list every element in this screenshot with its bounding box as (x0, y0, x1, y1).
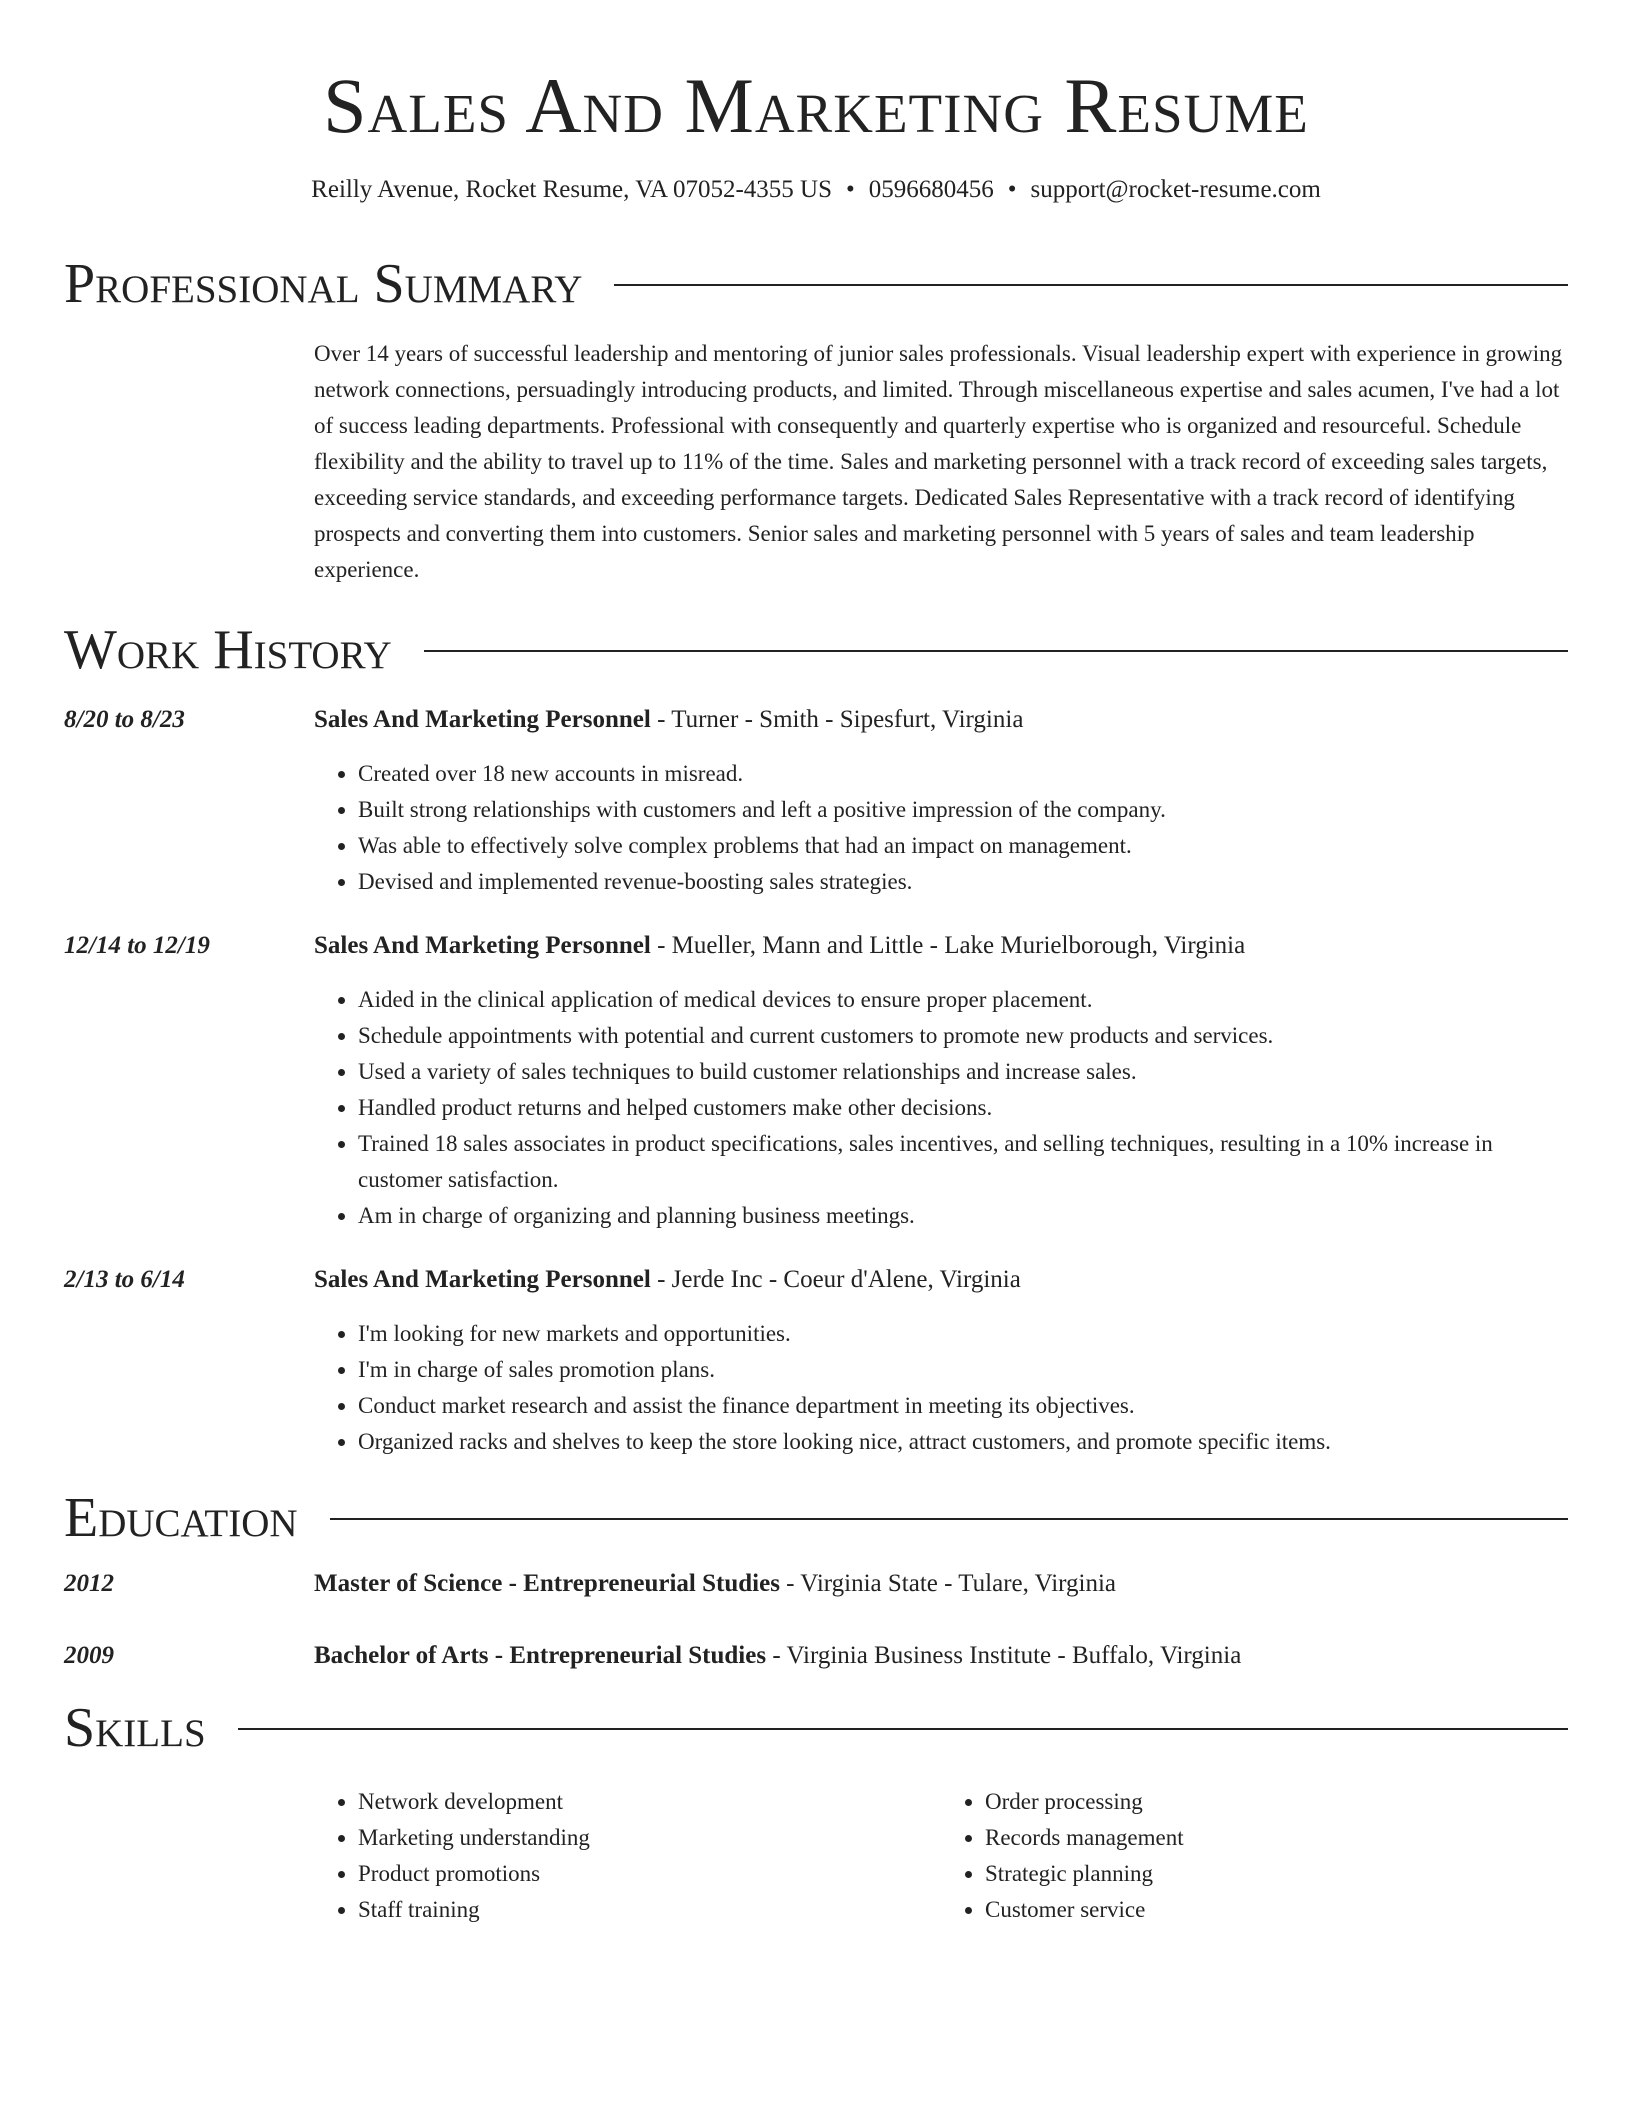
education-year: 2009 (64, 1642, 114, 1669)
list-item: • Used a variety of sales techniques to build customer relationships and increase sales. (358, 1054, 1568, 1090)
education-line (314, 1638, 1568, 1674)
job-role: Sales And Marketing Personnel (314, 706, 651, 733)
contact-address: Reilly Avenue, Rocket Resume, VA 07052-4355 US (311, 176, 832, 203)
summary-section-header (64, 252, 1568, 316)
section-divider (424, 650, 1568, 652)
skill-item: • Marketing understanding (358, 1820, 941, 1856)
job-entry (64, 702, 1568, 900)
list-item: • Aided in the clinical application of medical devices to ensure proper placement. (358, 982, 1568, 1018)
job-dates: 12/14 to 12/19 (64, 932, 210, 959)
list-item: • Trained 18 sales associates in product specifications, sales incentives, and selling techniques, resulting in a 10% increase in customer satisfaction. (358, 1126, 1568, 1198)
job-details: - Mueller, Mann and Little - Lake Murielborough, Virginia (650, 932, 1246, 959)
job-entry (64, 928, 1568, 1234)
work-history-section-header (64, 618, 1568, 682)
list-item: • I'm looking for new markets and opportunities. (358, 1316, 1568, 1352)
education-details: - Virginia Business Institute - Buffalo, Virginia (766, 1642, 1242, 1669)
list-item: • Built strong relationships with customers and left a positive impression of the company. (358, 792, 1568, 828)
summary-heading: Professional Summary (64, 253, 583, 315)
bullet-separator-icon: • (846, 176, 855, 203)
list-item: • Handled product returns and helped customers make other decisions. (358, 1090, 1568, 1126)
skill-item: • Strategic planning (985, 1856, 1568, 1892)
list-item: • Was able to effectively solve complex problems that had an impact on management. (358, 828, 1568, 864)
education-entry (64, 1638, 1568, 1674)
skill-item: • Records management (985, 1820, 1568, 1856)
education-heading: Education (64, 1487, 298, 1549)
skills-list (314, 1784, 1568, 1928)
education-degree: Bachelor of Arts - Entrepreneurial Studies (314, 1642, 767, 1669)
list-item: • Devised and implemented revenue-boosting sales strategies. (358, 864, 1568, 900)
work-history-heading: Work History (64, 619, 392, 681)
job-bullets (314, 982, 1568, 1234)
skill-item: • Product promotions (358, 1856, 941, 1892)
contact-phone: 0596680456 (868, 176, 994, 203)
job-bullets (314, 756, 1568, 900)
list-item: • Organized racks and shelves to keep the store looking nice, attract customers, and promote specific items. (358, 1424, 1568, 1460)
list-item: • I'm in charge of sales promotion plans. (358, 1352, 1568, 1388)
job-title-line (314, 928, 1568, 964)
job-details: - Turner - Smith - Sipesfurt, Virginia (650, 706, 1024, 733)
job-title-line (314, 702, 1568, 738)
education-section-header (64, 1486, 1568, 1550)
job-dates: 2/13 to 6/14 (64, 1266, 185, 1293)
summary-text: Over 14 years of successful leadership and mentoring of junior sales professionals. Visual leadership expert with experience in growing network connections, persuadingly introducing products, and limited. Through miscellaneous expertise and sales acumen, I've had a lot of success leading departments. Professional with consequently and quarterly expertise who is organized and resourceful. Schedule flexibility and the ability to travel up to 11% of the time. Sales and marketing personnel with a track record of exceeding sales targets, exceeding service standards, and exceeding performance targets. Dedicated Sales Representative with a track record of identifying prospects and converting them into customers. Senior sales and marketing personnel with 5 years of sales and team leadership experience. (314, 341, 1563, 582)
section-divider (238, 1728, 1568, 1730)
skills-section-header (64, 1696, 1568, 1760)
education-degree: Master of Science - Entrepreneurial Studies (314, 1570, 780, 1597)
skill-item: • Network development (358, 1784, 941, 1820)
contact-line (64, 174, 1568, 206)
education-details: - Virginia State - Tulare, Virginia (779, 1570, 1117, 1597)
education-year: 2012 (64, 1570, 114, 1597)
list-item: • Conduct market research and assist the finance department in meeting its objectives. (358, 1388, 1568, 1424)
education-line (314, 1566, 1568, 1602)
skill-item: • Customer service (985, 1892, 1568, 1928)
list-item: • Created over 18 new accounts in misread. (358, 756, 1568, 792)
job-bullets (314, 1316, 1568, 1460)
list-item: • Am in charge of organizing and planning business meetings. (358, 1198, 1568, 1234)
job-role: Sales And Marketing Personnel (314, 1266, 651, 1293)
contact-email: support@rocket-resume.com (1030, 176, 1321, 203)
skills-heading: Skills (64, 1697, 206, 1759)
job-dates: 8/20 to 8/23 (64, 706, 185, 733)
job-details: - Jerde Inc - Coeur d'Alene, Virginia (650, 1266, 1021, 1293)
bullet-separator-icon: • (1007, 176, 1017, 203)
education-entry (64, 1566, 1568, 1602)
section-divider (614, 284, 1568, 286)
skills-column-left (314, 1784, 941, 1928)
resume-title: Sales And Marketing Resume (323, 62, 1309, 149)
job-entry (64, 1262, 1568, 1460)
list-item: • Schedule appointments with potential and current customers to promote new products and services. (358, 1018, 1568, 1054)
job-role: Sales And Marketing Personnel (314, 932, 651, 959)
skill-item: • Staff training (358, 1892, 941, 1928)
section-divider (330, 1518, 1568, 1520)
job-title-line (314, 1262, 1568, 1298)
skills-column-right (941, 1784, 1568, 1928)
skill-item: • Order processing (985, 1784, 1568, 1820)
